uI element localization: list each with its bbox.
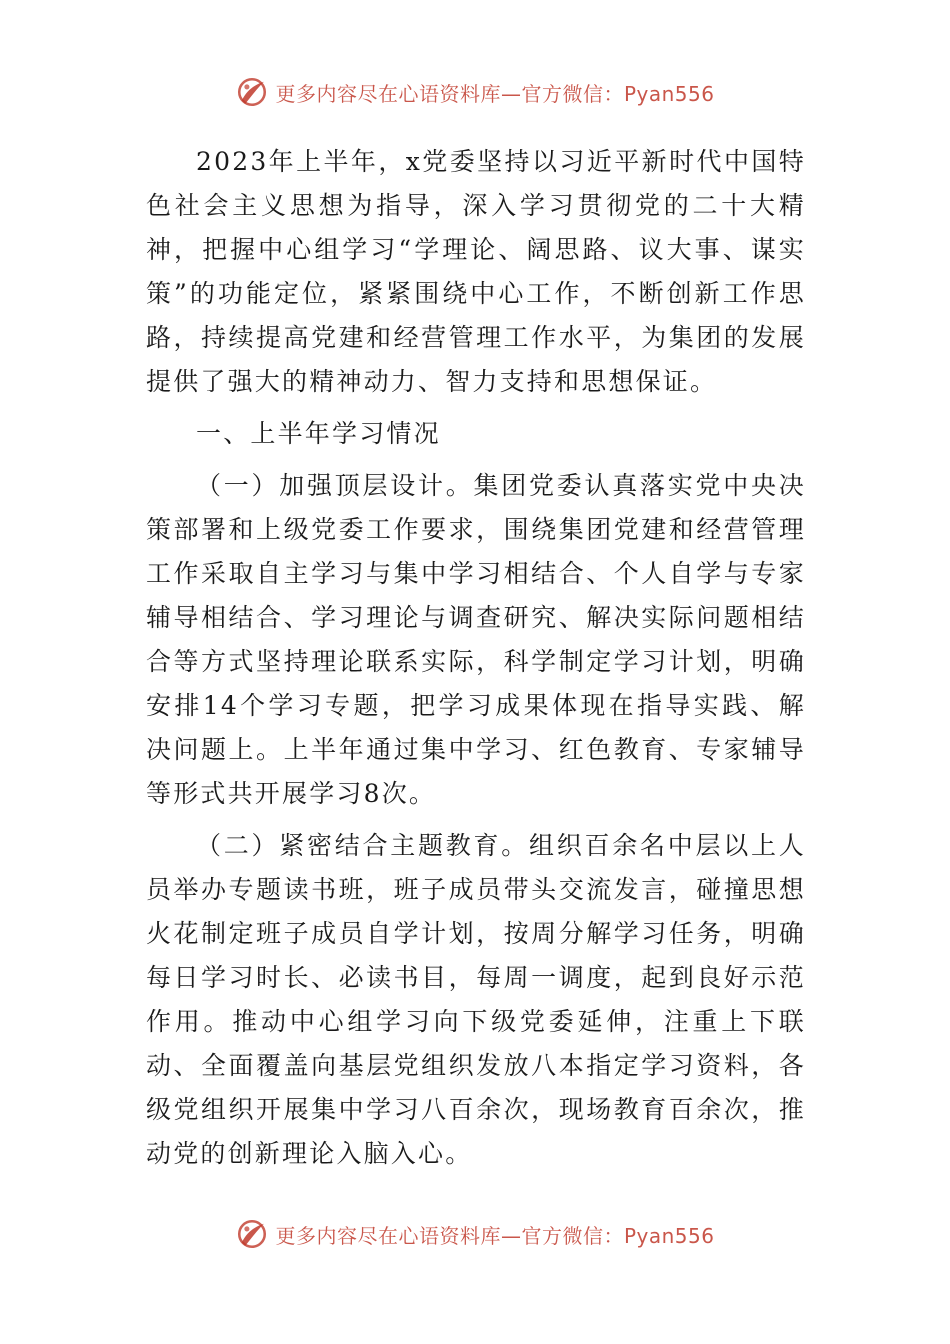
watermark-logo-icon <box>235 1217 269 1251</box>
watermark-header <box>0 72 950 112</box>
intro-paragraph: 2023年上半年，x党委坚持以习近平新时代中国特色社会主义思想为指导，深入学习贯彻党的二十大精神，把握中心组学习“学理论、阔思路、议大事、谋实策”的功能定位，紧紧围绕中心工作，不断创新工作思路，持续提高党建和经营管理工作水平，为集团的发展提供了强大的精神动力、智力支持和思想保证。 <box>146 147 806 396</box>
watermark-text: 更多内容尽在心语资料库—官方微信：Pyan556 <box>275 81 715 106</box>
document-body <box>146 140 806 1176</box>
watermark-footer <box>0 1214 950 1254</box>
paragraph-top-level-design: （一）加强顶层设计。集团党委认真落实党中央决策部署和上级党委工作要求，围绕集团党建和经营管理工作采取自主学习与集中学习相结合、个人自学与专家辅导相结合、学习理论与调查研究、解决实际问题相结合等方式坚持理论联系实际，科学制定学习计划，明确安排14个学习专题，把学习成果体现在指导实践、解决问题上。上半年通过集中学习、红色教育、专家辅导等形式共开展学习8次。 <box>146 471 806 808</box>
watermark-logo-icon <box>235 75 269 109</box>
section-heading: 一、上半年学习情况 <box>196 419 441 448</box>
watermark-text: 更多内容尽在心语资料库—官方微信：Pyan556 <box>275 1223 715 1248</box>
paragraph-theme-education: （二）紧密结合主题教育。组织百余名中层以上人员举办专题读书班，班子成员带头交流发言，碰撞思想火花制定班子成员自学计划，按周分解学习任务，明确每日学习时长、必读书目，每周一调度，起到良好示范作用。推动中心组学习向下级党委延伸，注重上下联动、全面覆盖向基层党组织发放八本指定学习资料，各级党组织开展集中学习八百余次，现场教育百余次，推动党的创新理论入脑入心。 <box>146 831 806 1168</box>
